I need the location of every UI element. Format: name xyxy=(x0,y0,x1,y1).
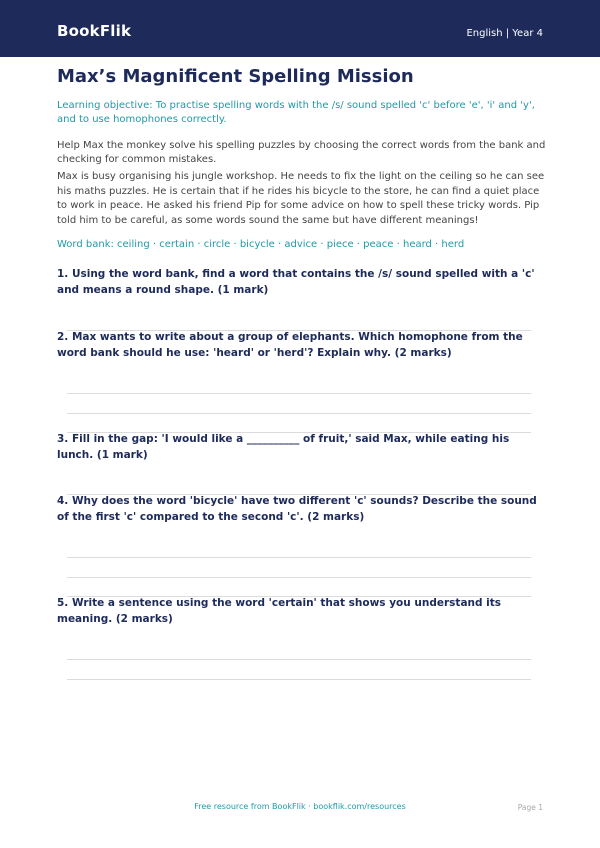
subject-year-label: English | Year 4 xyxy=(466,28,543,39)
word-bank: Word bank: ceiling · certain · circle · bicycle · advice · piece · peace · heard · herd xyxy=(57,239,465,250)
footer-link[interactable]: Free resource from BookFlik · bookflik.com/resources xyxy=(194,802,406,811)
question-1: 1. Using the word bank, find a word that contains the /s/ sound spelled with a 'c' and means a round shape. (1 mark) xyxy=(57,268,535,296)
question-5: 5. Write a sentence using the word 'certain' that shows you understand its meaning. (2 marks) xyxy=(57,597,502,625)
answer-line[interactable] xyxy=(67,577,531,578)
story-paragraph: Max is busy organising his jungle workshop. He needs to fix the light on the ceiling so he can see his maths puzzles. He is certain that if he rides his bicycle to the store, he can find a quiet place to work in peace. He asked his friend Pip for some advice on how to spell these tricky words. Pip told him to be careful, as some words sound the same but have different meanings! xyxy=(57,171,545,226)
brand-logo[interactable]: BookFlik xyxy=(57,22,132,40)
page-title: Max’s Magnificent Spelling Mission xyxy=(57,66,414,87)
header-bar xyxy=(0,0,600,57)
answer-line[interactable] xyxy=(67,393,531,394)
answer-line[interactable] xyxy=(67,413,531,414)
page-number: Page 1 xyxy=(517,803,543,812)
intro-paragraph: Help Max the monkey solve his spelling puzzles by choosing the correct words from the bank and checking for common mistakes. xyxy=(57,140,546,165)
learning-objective: Learning objective: To practise spelling words with the /s/ sound spelled 'c' before 'e', 'i' and 'y', and to use homophones correctly. xyxy=(57,100,535,125)
question-3: 3. Fill in the gap: 'I would like a __________ of fruit,' said Max, while eating his lunch. (1 mark) xyxy=(57,433,510,461)
question-4: 4. Why does the word 'bicycle' have two different 'c' sounds? Describe the sound of the first 'c' compared to the second 'c'. (2 marks) xyxy=(57,495,537,523)
answer-line[interactable] xyxy=(67,679,531,680)
answer-line[interactable] xyxy=(67,659,531,660)
question-2: 2. Max wants to write about a group of elephants. Which homophone from the word bank should he use: 'heard' or 'herd'? Explain why. (2 marks) xyxy=(57,331,523,359)
answer-line[interactable] xyxy=(67,557,531,558)
